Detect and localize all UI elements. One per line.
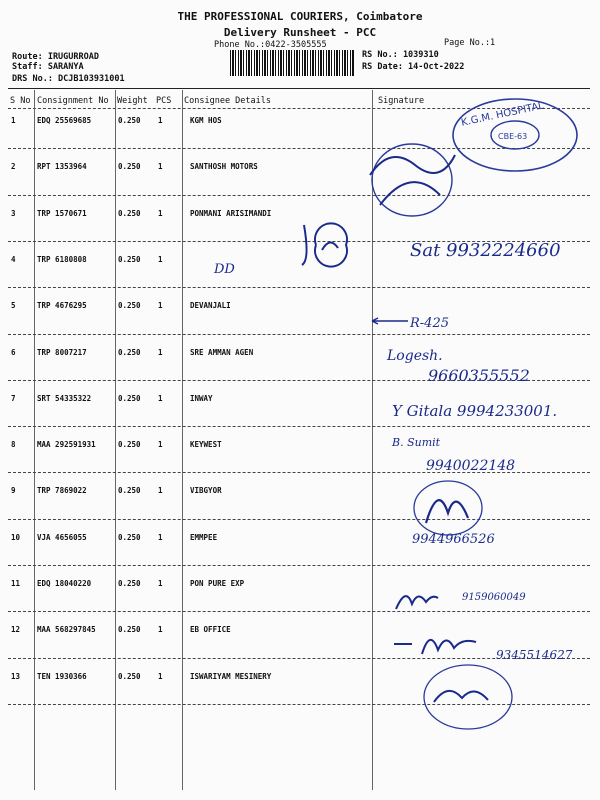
signature-12-scribble — [392, 624, 482, 664]
row-weight: 0.250 — [118, 532, 141, 542]
row-pcs: 1 — [158, 393, 163, 403]
row-consignee: EB OFFICE — [190, 625, 231, 635]
row-divider — [8, 195, 590, 196]
row-pcs: 1 — [158, 486, 163, 496]
row-sno: 11 — [11, 579, 21, 588]
row-pcs: 1 — [158, 347, 163, 357]
row-weight: 0.250 — [118, 254, 141, 264]
signature-2-stamp — [360, 135, 470, 225]
row-pcs: 1 — [158, 254, 163, 264]
row-consignment-no: SRT 54335322 — [37, 393, 92, 403]
row-weight: 0.250 — [118, 116, 141, 125]
row-weight: 0.250 — [118, 208, 141, 218]
row-sno: 1 — [11, 116, 16, 125]
row-sno: 7 — [11, 393, 16, 403]
row-consignment-no: MAA 292591931 — [37, 440, 96, 450]
phone-number: Phone No.:0422-3505555 — [214, 40, 327, 50]
col-weight: Weight — [117, 96, 148, 106]
row-consignment-no: TRP 1570671 — [37, 208, 87, 218]
row-sno: 5 — [11, 301, 16, 311]
signature-11: 9159060049 — [462, 592, 526, 603]
row-consignee: INWAY — [190, 393, 213, 403]
handwriting-dd: DD — [214, 262, 235, 277]
col-sno: S No — [10, 96, 31, 106]
company-title: THE PROFESSIONAL COURIERS, Coimbatore — [177, 10, 423, 23]
row-pcs: 1 — [158, 579, 163, 588]
row-divider — [8, 334, 590, 335]
row-pcs: 1 — [158, 162, 163, 172]
row-consignee: PON PURE EXP — [190, 579, 245, 588]
row-divider — [8, 565, 590, 566]
row-consignment-no: TEN 1930366 — [37, 671, 87, 681]
col-consignee: Consignee Details — [184, 96, 271, 106]
row-divider — [8, 426, 590, 427]
signature-10: 9944966526 — [412, 532, 495, 547]
row-consignment-no: VJA 4656055 — [37, 532, 87, 542]
signature-9-stamp — [408, 478, 488, 538]
col-signature: Signature — [378, 96, 425, 106]
row-sno: 13 — [11, 671, 21, 681]
row-consignee: SRE AMMAN AGEN — [190, 347, 254, 357]
row-divider — [8, 519, 590, 520]
signature-4: Sat 9932224660 — [410, 240, 561, 261]
rs-number: RS No.: 1039310 — [362, 50, 439, 60]
row-consignee: ISWARIYAM MESINERY — [190, 671, 272, 681]
row-weight: 0.250 — [118, 671, 141, 681]
row-sno: 4 — [11, 254, 16, 264]
row-pcs: 1 — [158, 532, 163, 542]
row-divider — [8, 611, 590, 612]
signature-7: Y Gitala 9994233001. — [392, 402, 558, 420]
arrow-5 — [370, 316, 410, 326]
row-sno: 2 — [11, 162, 16, 172]
row-sno: 6 — [11, 347, 16, 357]
signature-5: R-425 — [410, 316, 449, 331]
route: Route: IRUGURROAD — [12, 52, 99, 62]
rs-date: RS Date: 14-Oct-2022 — [362, 62, 465, 72]
row-divider — [8, 287, 590, 288]
row-consignment-no: TRP 7869022 — [37, 486, 87, 496]
row-consignee: KEYWEST — [190, 440, 222, 450]
row-consignee: VIBGYOR — [190, 486, 222, 496]
row-weight: 0.250 — [118, 301, 141, 311]
row-pcs: 1 — [158, 625, 163, 635]
signature-8-phone: 9940022148 — [426, 458, 516, 474]
stamp-code-text: CBE-63 — [498, 132, 528, 141]
row-pcs: 1 — [158, 116, 163, 125]
drs-number: DRS No.: DCJB103931001 — [12, 74, 125, 84]
row-pcs: 1 — [158, 301, 163, 311]
row-sno: 10 — [11, 532, 21, 542]
col-pcs: PCS — [156, 96, 172, 106]
signature-12: 9345514627 — [496, 648, 573, 662]
row-consignee: PONMANI ARISIMANDI — [190, 208, 272, 218]
row-weight: 0.250 — [118, 162, 141, 172]
signature-6-name: Logesh. — [387, 348, 443, 364]
row-weight: 0.250 — [118, 579, 141, 588]
signature-6-phone: 9660355552 — [428, 366, 530, 385]
row-pcs: 1 — [158, 671, 163, 681]
row-weight: 0.250 — [118, 347, 141, 357]
row-consignment-no: TRP 6180808 — [37, 254, 87, 264]
row-weight: 0.250 — [118, 393, 141, 403]
row-consignee: EMMPEE — [190, 532, 218, 542]
row-consignment-no: EDQ 25569685 — [37, 116, 92, 125]
col-consignment: Consignment No — [37, 96, 109, 106]
barcode — [230, 50, 354, 76]
signature-8-name: B. Sumit — [392, 436, 441, 449]
row-sno: 3 — [11, 208, 16, 218]
row-weight: 0.250 — [118, 440, 141, 450]
signature-13-stamp — [418, 662, 518, 732]
row-sno: 8 — [11, 440, 16, 450]
row-pcs: 1 — [158, 208, 163, 218]
row-consignee: SANTHOSH MOTORS — [190, 162, 258, 172]
signature-3-scribble — [296, 220, 356, 270]
row-consignment-no: MAA 568297845 — [37, 625, 96, 635]
row-weight: 0.250 — [118, 625, 141, 635]
row-consignment-no: RPT 1353964 — [37, 162, 87, 172]
header-top-rule — [8, 88, 590, 89]
row-consignment-no: TRP 8007217 — [37, 347, 87, 357]
row-consignment-no: EDQ 18040220 — [37, 579, 92, 588]
signature-11-scribble — [392, 584, 442, 614]
row-consignee: KGM HOS — [190, 116, 222, 125]
stamp-hospital-text: K.G.M. HOSPITAL — [460, 100, 545, 129]
row-sno: 12 — [11, 625, 21, 635]
page-number: Page No.:1 — [444, 38, 496, 48]
staff: Staff: SARANYA — [12, 62, 84, 72]
row-consignee: DEVANJALI — [190, 301, 231, 311]
row-weight: 0.250 — [118, 486, 141, 496]
row-sno: 9 — [11, 486, 16, 496]
row-pcs: 1 — [158, 440, 163, 450]
runsheet-subtitle: Delivery Runsheet - PCC — [223, 26, 377, 39]
row-consignment-no: TRP 4676295 — [37, 301, 87, 311]
